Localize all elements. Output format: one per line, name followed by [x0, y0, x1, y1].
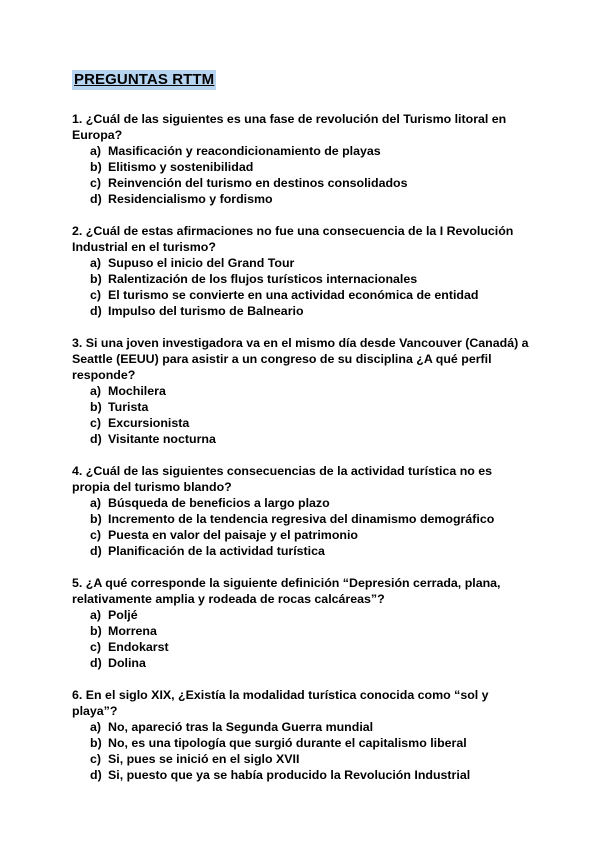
question-text: 3. Si una joven investigadora va en el mismo día desde Vancouver (Canadá) a Seattle (EEUU) para asistir a un congreso de su disciplina ¿A qué perfil responde?: [72, 336, 529, 382]
option-d: [72, 191, 532, 207]
option-letter: c): [90, 176, 102, 190]
option-d: [72, 655, 532, 671]
option-letter: d): [90, 544, 102, 558]
option-text: Ralentización de los flujos turísticos internacionales: [108, 272, 418, 286]
option-a: [72, 719, 532, 735]
option-text: Mochilera: [108, 384, 166, 398]
option-text: Búsqueda de beneficios a largo plazo: [108, 496, 330, 510]
option-list: [72, 607, 532, 671]
option-c: [72, 639, 532, 655]
option-a: [72, 143, 532, 159]
option-text: Incremento de la tendencia regresiva del dinamismo demográfico: [108, 512, 495, 526]
option-letter: b): [90, 624, 102, 638]
option-text: Visitante nocturna: [108, 432, 216, 446]
option-b: [72, 735, 532, 751]
option-letter: b): [90, 272, 102, 286]
option-c: [72, 415, 532, 431]
option-letter: d): [90, 656, 102, 670]
option-text: Si, puesto que ya se había producido la Revolución Industrial: [108, 768, 471, 782]
question-5: [72, 575, 532, 671]
option-letter: a): [90, 496, 102, 510]
option-text: Residencialismo y fordismo: [108, 192, 273, 206]
option-text: Planificación de la actividad turística: [108, 544, 325, 558]
option-letter: b): [90, 512, 102, 526]
option-letter: d): [90, 432, 102, 446]
option-b: [72, 271, 532, 287]
option-letter: b): [90, 400, 102, 414]
question-4: [72, 463, 532, 559]
option-list: [72, 495, 532, 559]
option-letter: c): [90, 528, 102, 542]
option-c: [72, 287, 532, 303]
question-text: 1. ¿Cuál de las siguientes es una fase de revolución del Turismo litoral en Europa?: [72, 112, 507, 142]
page-title: PREGUNTAS RTTM: [74, 71, 215, 88]
option-text: Turista: [108, 400, 149, 414]
option-c: [72, 751, 532, 767]
option-text: Puesta en valor del paisaje y el patrimonio: [108, 528, 358, 542]
question-text: 6. En el siglo XIX, ¿Existía la modalidad turística conocida como “sol y playa”?: [72, 688, 489, 718]
option-d: [72, 767, 532, 783]
question-text: 5. ¿A qué corresponde la siguiente definición “Depresión cerrada, plana, relativamente amplia y rodeada de rocas calcáreas”?: [72, 576, 501, 606]
option-letter: a): [90, 608, 102, 622]
option-b: [72, 399, 532, 415]
question-1: [72, 111, 532, 207]
option-letter: c): [90, 416, 102, 430]
option-letter: c): [90, 752, 102, 766]
option-list: [72, 719, 532, 783]
option-letter: b): [90, 736, 102, 750]
option-list: [72, 383, 532, 447]
option-letter: c): [90, 288, 102, 302]
option-a: [72, 495, 532, 511]
option-text: Supuso el inicio del Grand Tour: [108, 256, 295, 270]
question-text: 2. ¿Cuál de estas afirmaciones no fue una consecuencia de la I Revolución Industrial en el turismo?: [72, 224, 514, 254]
option-b: [72, 511, 532, 527]
option-a: [72, 255, 532, 271]
option-letter: d): [90, 192, 102, 206]
option-b: [72, 159, 532, 175]
option-c: [72, 175, 532, 191]
option-letter: a): [90, 256, 102, 270]
option-text: Elitismo y sostenibilidad: [108, 160, 254, 174]
question-text: 4. ¿Cuál de las siguientes consecuencias de la actividad turística no es propia del turismo blando?: [72, 464, 493, 494]
question-2: [72, 223, 532, 319]
question-list: [72, 111, 532, 799]
option-list: [72, 255, 532, 319]
option-text: Poljé: [108, 608, 138, 622]
option-a: [72, 383, 532, 399]
option-a: [72, 607, 532, 623]
option-text: No, es una tipología que surgió durante el capitalismo liberal: [108, 736, 467, 750]
option-text: Masificación y reacondicionamiento de playas: [108, 144, 381, 158]
option-b: [72, 623, 532, 639]
option-letter: d): [90, 304, 102, 318]
option-c: [72, 527, 532, 543]
option-text: Excursionista: [108, 416, 190, 430]
option-list: [72, 143, 532, 207]
option-letter: b): [90, 160, 102, 174]
option-letter: a): [90, 720, 102, 734]
question-3: [72, 335, 532, 447]
option-letter: d): [90, 768, 102, 782]
option-d: [72, 543, 532, 559]
option-letter: a): [90, 144, 102, 158]
option-text: Impulso del turismo de Balneario: [108, 304, 304, 318]
question-6: [72, 687, 532, 783]
option-text: El turismo se convierte en una actividad económica de entidad: [108, 288, 479, 302]
option-text: Reinvención del turismo en destinos consolidados: [108, 176, 408, 190]
option-text: Si, pues se inició en el siglo XVII: [108, 752, 300, 766]
option-text: No, apareció tras la Segunda Guerra mundial: [108, 720, 374, 734]
option-d: [72, 431, 532, 447]
option-letter: a): [90, 384, 102, 398]
option-text: Endokarst: [108, 640, 169, 654]
option-text: Morrena: [108, 624, 157, 638]
option-letter: c): [90, 640, 102, 654]
option-d: [72, 303, 532, 319]
option-text: Dolina: [108, 656, 146, 670]
